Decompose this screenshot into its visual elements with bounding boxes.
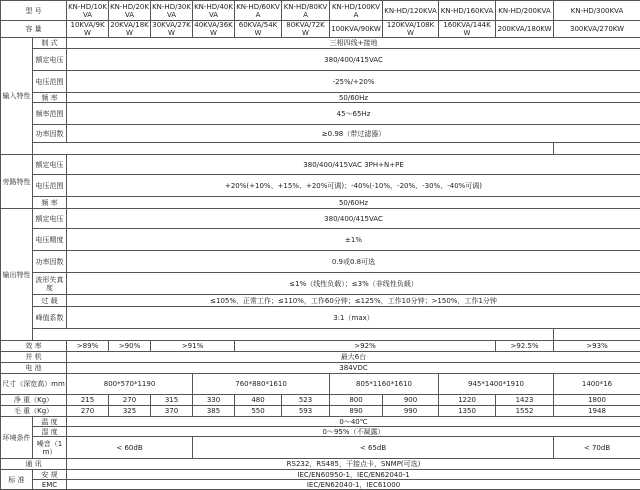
spec-cell: KN-HD/100KVA: [330, 1, 383, 21]
spec-row: [1, 251, 640, 273]
spec-cell: KN-HD/300KVA: [554, 1, 640, 21]
spec-cell: [33, 329, 554, 341]
spec-row: [1, 395, 640, 406]
spec-cell: KN-HD/80KVA: [282, 1, 330, 21]
spec-cell: 环境条件: [1, 417, 33, 459]
spec-cell: 60KVA/54KW: [235, 21, 282, 38]
spec-cell: 0～40℃: [67, 417, 640, 427]
spec-row: [1, 480, 640, 490]
spec-cell: 频 率: [33, 197, 67, 209]
spec-cell: 384VDC: [67, 363, 640, 374]
spec-cell: < 65dB: [193, 437, 554, 459]
spec-cell: -25%/+20%: [67, 71, 640, 93]
spec-cell: 30KVA/27KW: [151, 21, 193, 38]
spec-row: [1, 229, 640, 251]
spec-cell: 945*1400*1910: [439, 374, 554, 395]
spec-cell: KN-HD/60KVA: [235, 1, 282, 21]
spec-cell: 20KVA/18KW: [109, 21, 151, 38]
spec-cell: ≤105%，正常工作；≤110%，工作60分钟；≤125%，工作10分钟；>150%，工作1分钟: [67, 295, 640, 307]
spec-cell: 电压精度: [33, 229, 67, 251]
spec-cell: 频率范围: [33, 103, 67, 125]
spec-cell: 净 重（Kg）: [1, 395, 67, 406]
spec-cell: 效 率: [1, 341, 67, 352]
spec-cell: 1800: [554, 395, 640, 406]
spec-cell: 100KVA/90KW: [330, 21, 383, 38]
spec-cell: 550: [235, 406, 282, 417]
spec-cell: KN-HD/160KVA: [439, 1, 496, 21]
spec-row: [1, 459, 640, 470]
spec-cell: 功率因数: [33, 125, 67, 143]
spec-row: [1, 437, 640, 459]
spec-row: [1, 307, 640, 329]
spec-cell: 湿 度: [33, 427, 67, 437]
spec-cell: 45～65Hz: [67, 103, 640, 125]
spec-cell: 制 式: [33, 38, 67, 49]
spec-cell: 频 率: [33, 93, 67, 103]
spec-row: [1, 273, 640, 295]
spec-cell: 805*1160*1610: [330, 374, 439, 395]
spec-row: [1, 209, 640, 229]
spec-row: [1, 352, 640, 363]
spec-row: [1, 197, 640, 209]
spec-cell: >93%: [554, 341, 640, 352]
spec-cell: 40KVA/36KW: [193, 21, 235, 38]
spec-cell: [33, 143, 554, 155]
spec-row: [1, 143, 640, 155]
spec-cell: 标 准: [1, 470, 33, 490]
spec-cell: 1400*16: [554, 374, 640, 395]
spec-cell: RS232，RS485，干接点卡，SNMP(可选): [67, 459, 640, 470]
spec-cell: ≥0.98（带过滤器）: [67, 125, 640, 143]
spec-cell: 800: [330, 395, 383, 406]
spec-cell: 额定电压: [33, 209, 67, 229]
spec-cell: 0～95%（不凝露）: [67, 427, 640, 437]
spec-cell: 800*570*1190: [67, 374, 193, 395]
spec-cell: 1220: [439, 395, 496, 406]
spec-cell: ≤1%（线性负载）；≤3%（非线性负载）: [67, 273, 640, 295]
spec-cell: 10KVA/9KW: [67, 21, 109, 38]
spec-cell: 通 讯: [1, 459, 67, 470]
spec-row: [1, 155, 640, 175]
spec-cell: 370: [151, 406, 193, 417]
spec-row: [1, 341, 640, 352]
spec-cell: >91%: [151, 341, 235, 352]
spec-cell: 300KVA/270KW: [554, 21, 640, 38]
spec-row: [1, 125, 640, 143]
spec-cell: 523: [282, 395, 330, 406]
spec-cell: 温 度: [33, 417, 67, 427]
spec-cell: 270: [109, 395, 151, 406]
spec-cell: IEC/EN60950-1，IEC/EN62040-1: [67, 470, 640, 480]
spec-cell: KN-HD/200KVA: [496, 1, 554, 21]
spec-row: [1, 427, 640, 437]
spec-cell: 波形失真度: [33, 273, 67, 295]
spec-cell: 1552: [496, 406, 554, 417]
spec-cell: 电 池: [1, 363, 67, 374]
spec-cell: 电压范围: [33, 175, 67, 197]
spec-cell: 200KVA/180KW: [496, 21, 554, 38]
spec-cell: 120KVA/108KW: [383, 21, 439, 38]
spec-cell: 900: [383, 395, 439, 406]
spec-cell: 890: [330, 406, 383, 417]
spec-cell: 325: [109, 406, 151, 417]
spec-cell: 990: [383, 406, 439, 417]
spec-cell: 593: [282, 406, 330, 417]
spec-cell: 50/60Hz: [67, 197, 640, 209]
spec-cell: >89%: [67, 341, 109, 352]
spec-cell: 并 机: [1, 352, 67, 363]
spec-cell: 安 规: [33, 470, 67, 480]
spec-cell: 1948: [554, 406, 640, 417]
spec-cell: 容 量: [1, 21, 67, 38]
spec-cell: +20%(+10%、+15%、+20%可调)；-40%(-10%、-20%、-30%、-40%可调): [67, 175, 640, 197]
spec-cell: 噪音（1m）: [33, 437, 67, 459]
spec-cell: 最大6台: [67, 352, 640, 363]
spec-row: [1, 295, 640, 307]
spec-cell: 1423: [496, 395, 554, 406]
spec-cell: 峰值系数: [33, 307, 67, 329]
spec-cell: 3:1（max）: [67, 307, 640, 329]
spec-row: [1, 175, 640, 197]
spec-cell: 型 号: [1, 1, 67, 21]
spec-cell: 输入特性: [1, 38, 33, 155]
spec-cell: 功率因数: [33, 251, 67, 273]
spec-row: [1, 38, 640, 49]
spec-row: [1, 406, 640, 417]
spec-cell: 输出特性: [1, 209, 33, 341]
spec-cell: 额定电压: [33, 49, 67, 71]
spec-cell: 480: [235, 395, 282, 406]
spec-cell: 760*880*1610: [193, 374, 330, 395]
spec-cell: KN-HD/120KVA: [383, 1, 439, 21]
spec-cell: 1350: [439, 406, 496, 417]
spec-cell: 80KVA/72KW: [282, 21, 330, 38]
spec-cell: KN-HD/10KVA: [67, 1, 109, 21]
spec-cell: 385: [193, 406, 235, 417]
spec-cell: 315: [151, 395, 193, 406]
spec-cell: < 60dB: [67, 437, 193, 459]
spec-table-body: [1, 1, 640, 490]
spec-cell: 270: [67, 406, 109, 417]
spec-row: [1, 21, 640, 38]
spec-row: [1, 71, 640, 93]
spec-cell: 380/400/415VAC 3PH+N+PE: [67, 155, 640, 175]
spec-cell: >90%: [109, 341, 151, 352]
spec-cell: 160KVA/144KW: [439, 21, 496, 38]
spec-cell: 330: [193, 395, 235, 406]
spec-row: [1, 49, 640, 71]
spec-cell: KN-HD/30KVA: [151, 1, 193, 21]
spec-cell: < 70dB: [554, 437, 640, 459]
spec-cell: KN-HD/20KVA: [109, 1, 151, 21]
spec-row: [1, 329, 640, 341]
spec-cell: 215: [67, 395, 109, 406]
spec-cell: 0.9或0.8可选: [67, 251, 640, 273]
spec-cell: 毛 重（Kg）: [1, 406, 67, 417]
spec-cell: >92.5%: [496, 341, 554, 352]
spec-cell: 50/60Hz: [67, 93, 640, 103]
spec-cell: 尺寸（深宽高）mm: [1, 374, 67, 395]
spec-row: [1, 1, 640, 21]
spec-cell: EMC: [33, 480, 67, 490]
spec-row: [1, 93, 640, 103]
spec-cell: ±1%: [67, 229, 640, 251]
spec-row: [1, 103, 640, 125]
spec-cell: 过 载: [33, 295, 67, 307]
spec-cell: >92%: [235, 341, 496, 352]
spec-cell: IEC/EN62040-1，IEC61000: [67, 480, 640, 490]
spec-row: [1, 470, 640, 480]
spec-row: [1, 363, 640, 374]
spec-row: [1, 417, 640, 427]
spec-cell: KN-HD/40KVA: [193, 1, 235, 21]
spec-cell: 额定电压: [33, 155, 67, 175]
spec-cell: 三相四线+接地: [67, 38, 640, 49]
spec-row: [1, 374, 640, 395]
spec-cell: 380/400/415VAC: [67, 49, 640, 71]
spec-cell: 旁路特性: [1, 155, 33, 209]
spec-cell: 电压范围: [33, 71, 67, 93]
spec-cell: 380/400/415VAC: [67, 209, 640, 229]
